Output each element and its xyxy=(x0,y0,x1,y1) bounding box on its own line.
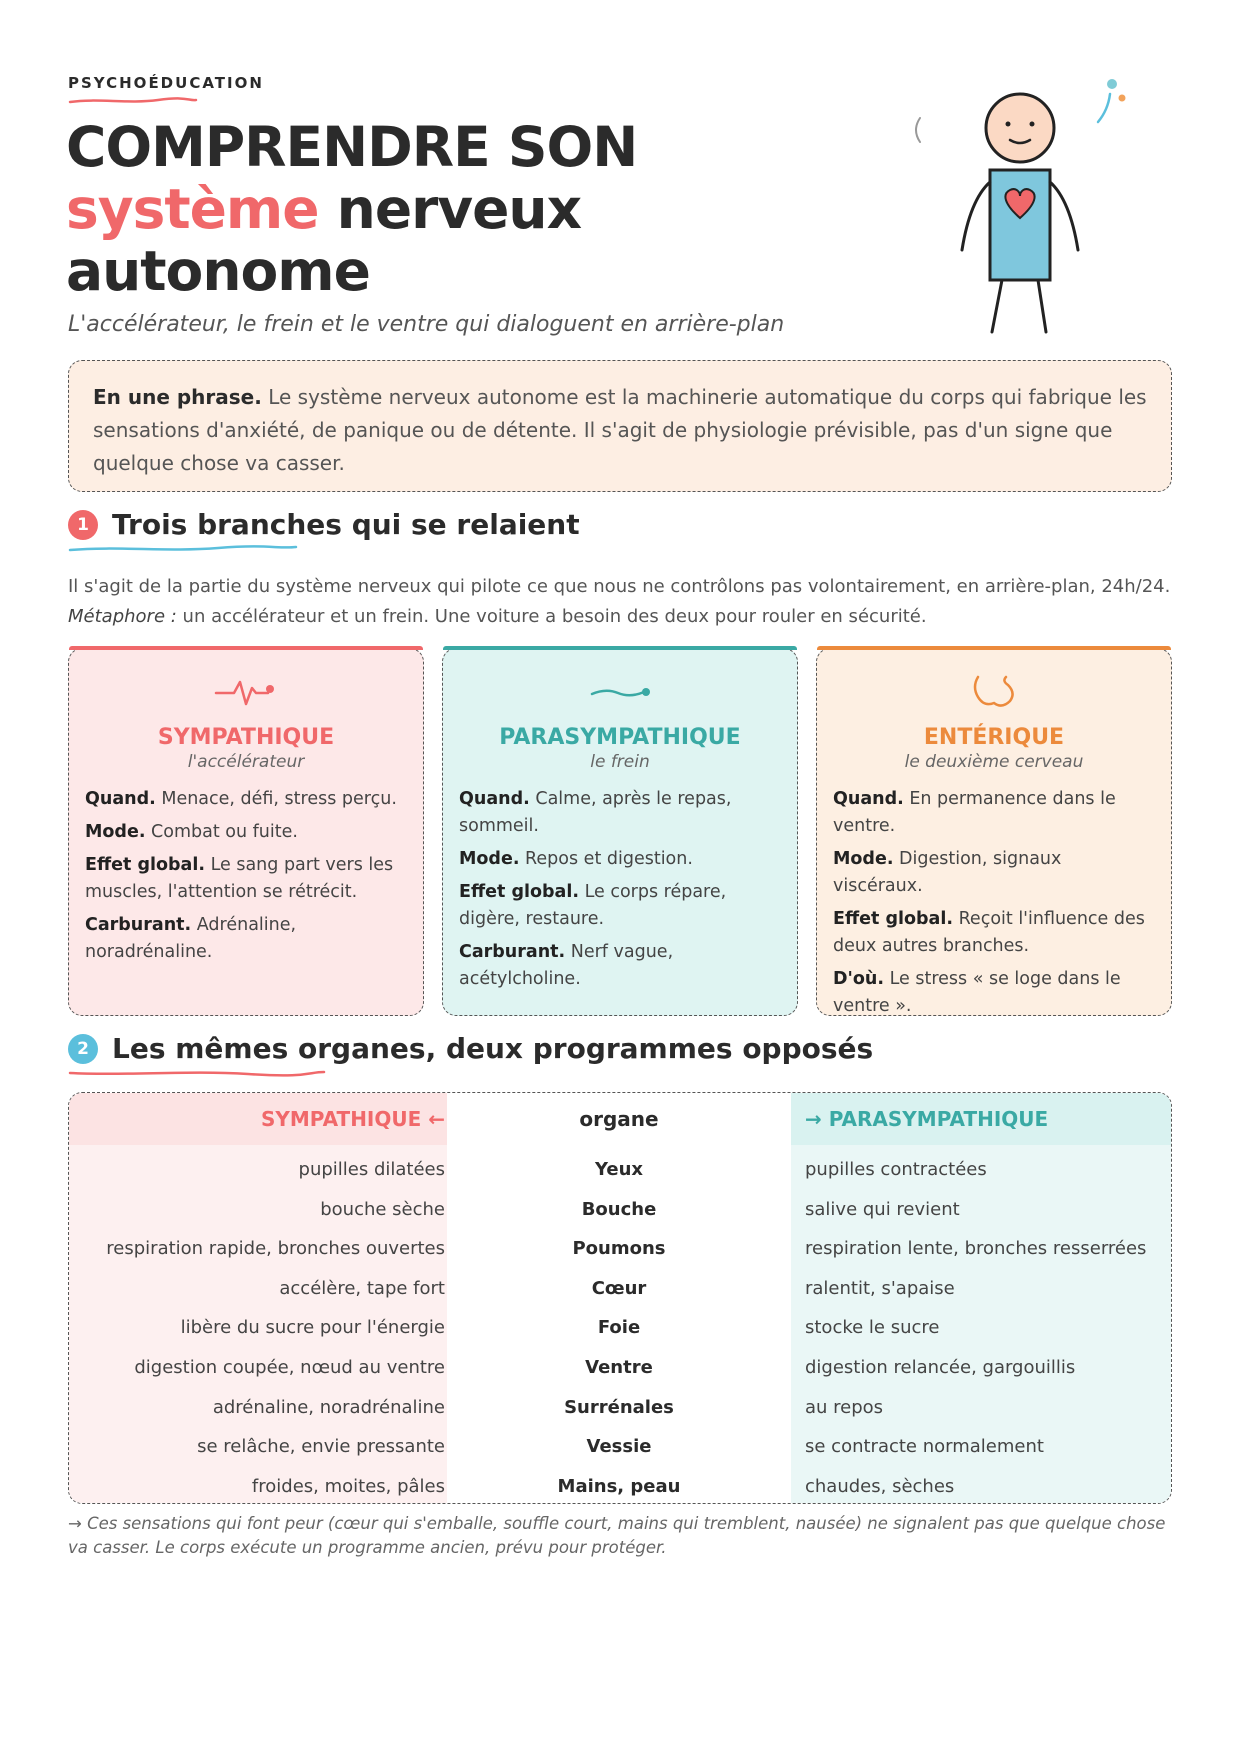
card-topbar xyxy=(443,646,797,650)
cell-parasympathique: digestion relancée, gargouillis xyxy=(805,1356,1076,1378)
cell-sympathique: bouche sèche xyxy=(320,1198,445,1220)
table-row xyxy=(69,1470,1171,1504)
cell-organe: Cœur xyxy=(591,1277,647,1299)
gut-icon xyxy=(833,669,1155,717)
cell-parasympathique: stocke le sucre xyxy=(805,1317,940,1339)
card-item-key: Carburant. xyxy=(85,915,192,935)
section-1-underline xyxy=(68,544,298,554)
card-item-value: Le corps répare, digère, restaure. xyxy=(459,882,727,929)
card-item-value: En permanence dans le ventre. xyxy=(833,789,1116,836)
cell-organe: Foie xyxy=(597,1317,641,1339)
table-row xyxy=(69,1232,1171,1272)
cell-parasympathique: ralentit, s'apaise xyxy=(805,1277,955,1299)
card-sympathique xyxy=(68,648,424,1016)
intro-text-b: un accélérateur et un frein. Une voiture a besoin des deux pour rouler en sécurité. xyxy=(176,606,927,627)
card-subtitle: le deuxième cerveau xyxy=(904,752,1084,772)
card-item-key: Quand. xyxy=(85,789,156,809)
table-row xyxy=(69,1351,1171,1391)
card-item-key: Quand. xyxy=(833,789,904,809)
title-line-2 xyxy=(66,178,786,240)
cell-parasympathique: pupilles contractées xyxy=(805,1159,987,1180)
cell-parasympathique: respiration lente, bronches resserrées xyxy=(805,1238,1147,1260)
section-1-title: Trois branches qui se relaient xyxy=(112,508,580,541)
page-title xyxy=(66,116,786,302)
card-item xyxy=(459,939,781,993)
card-item-key: Mode. xyxy=(459,849,520,869)
cell-sympathique: pupilles dilatées xyxy=(298,1159,445,1180)
cell-sympathique: digestion coupée, nœud au ventre xyxy=(134,1356,445,1378)
title-accent: système xyxy=(66,177,319,241)
card-item-value: Combat ou fuite. xyxy=(145,822,298,842)
cell-organe: Mains, peau xyxy=(557,1475,681,1497)
cell-organe: Bouche xyxy=(581,1198,657,1220)
card-item xyxy=(459,879,781,933)
table-row xyxy=(69,1193,1171,1233)
summary-lead: En une phrase. xyxy=(93,385,262,409)
kicker-label: PSYCHOÉDUCATION xyxy=(68,74,264,92)
section-2-title: Les mêmes organes, deux programmes opposés xyxy=(112,1032,874,1065)
section-1-intro xyxy=(68,572,1178,632)
cell-organe: Poumons xyxy=(572,1238,666,1260)
kicker-underline xyxy=(68,96,198,106)
card-title: SYMPATHIQUE xyxy=(157,725,335,750)
card-item-value: Nerf vague, acétylcholine. xyxy=(459,942,674,989)
cell-sympathique: libère du sucre pour l'énergie xyxy=(180,1317,445,1339)
table-row xyxy=(69,1311,1171,1351)
table-row xyxy=(69,1391,1171,1431)
intro-metaphor: Métaphore : xyxy=(68,606,177,627)
card-parasympathique xyxy=(442,648,798,1016)
card-item xyxy=(833,966,1155,1020)
card-item xyxy=(85,852,407,906)
card-item-value: Reçoit l'influence des deux autres branches. xyxy=(833,909,1145,956)
cell-parasympathique: au repos xyxy=(805,1396,884,1418)
calm-wave-icon xyxy=(459,669,781,717)
card-item xyxy=(833,846,1155,900)
card-title: ENTÉRIQUE xyxy=(923,725,1065,750)
cell-sympathique: accélère, tape fort xyxy=(279,1277,445,1299)
cell-parasympathique: se contracte normalement xyxy=(805,1436,1044,1458)
table-header-sympathique: SYMPATHIQUE ← xyxy=(261,1107,445,1131)
title-line-3: autonome xyxy=(66,239,370,303)
table-row xyxy=(69,1430,1171,1470)
person-heart-illustration xyxy=(900,70,1140,350)
cell-organe: Ventre xyxy=(585,1356,653,1378)
card-item xyxy=(85,912,407,966)
card-item-value: Le sang part vers les muscles, l'attention se rétrécit. xyxy=(85,855,394,902)
table-header-parasympathique: → PARASYMPATHIQUE xyxy=(805,1107,1049,1131)
section-2-heading xyxy=(68,1032,873,1065)
card-item-key: Carburant. xyxy=(459,942,566,962)
card-subtitle: l'accélérateur xyxy=(187,752,305,772)
card-item-value: Repos et digestion. xyxy=(519,849,693,869)
table-row xyxy=(69,1272,1171,1312)
table-body xyxy=(69,1153,1171,1504)
section-2-badge: 2 xyxy=(68,1034,98,1064)
cell-organe: Vessie xyxy=(586,1436,652,1458)
card-item-key: D'où. xyxy=(833,969,885,989)
card-item-value: Menace, défi, stress perçu. xyxy=(155,789,397,809)
title-rest: nerveux xyxy=(318,177,582,241)
card-item xyxy=(833,786,1155,840)
cell-parasympathique: chaudes, sèches xyxy=(805,1475,955,1497)
summary-box xyxy=(68,360,1172,492)
card-item-value: Le stress « se loge dans le ventre ». xyxy=(833,969,1121,1016)
cell-sympathique: adrénaline, noradrénaline xyxy=(212,1396,445,1418)
cell-sympathique: se relâche, envie pressante xyxy=(197,1436,445,1458)
heartbeat-icon xyxy=(85,669,407,717)
card-item-key: Mode. xyxy=(85,822,146,842)
table-row xyxy=(69,1153,1171,1193)
card-item xyxy=(85,819,407,846)
card-title: PARASYMPATHIQUE xyxy=(499,725,741,750)
card-topbar xyxy=(817,646,1171,650)
section-1-badge: 1 xyxy=(68,510,98,540)
section-2-underline xyxy=(68,1068,328,1078)
card-item-key: Quand. xyxy=(459,789,530,809)
card-topbar xyxy=(69,646,423,650)
cell-sympathique: froides, moites, pâles xyxy=(251,1475,445,1497)
card-item-key: Effet global. xyxy=(833,909,953,929)
card-enterique xyxy=(816,648,1172,1016)
card-item-value: Digestion, signaux viscéraux. xyxy=(833,849,1062,896)
card-item-value: Adrénaline, noradrénaline. xyxy=(85,915,297,962)
card-item xyxy=(459,846,781,873)
footnote: → Ces sensations qui font peur (cœur qui s'emballe, souffle court, mains qui tremblent, nausée) ne signalent pas que quelque chose va casser. Le corps exécute un programme ancien, prévu pour protéger. xyxy=(68,1514,1166,1557)
summary-text: Le système nerveux autonome est la machinerie automatique du corps qui fabrique les sensations d'anxiété, de panique ou de détente. Il s'agit de physiologie prévisible, pas d'un signe que quelque chose va casser. xyxy=(93,385,1147,475)
card-subtitle: le frein xyxy=(590,752,650,772)
organs-comparison-table xyxy=(68,1092,1172,1504)
cell-sympathique: respiration rapide, bronches ouvertes xyxy=(106,1238,445,1260)
cell-organe: Yeux xyxy=(594,1159,643,1180)
table-header-organe: organe xyxy=(579,1107,659,1131)
page-subtitle: L'accélérateur, le frein et le ventre qui dialoguent en arrière-plan xyxy=(68,312,785,337)
card-item-key: Effet global. xyxy=(459,882,579,902)
intro-text-a: Il s'agit de la partie du système nerveux qui pilote ce que nous ne contrôlons pas volontairement, en arrière-plan, 24h/24. xyxy=(68,576,1171,597)
section-1-heading xyxy=(68,508,580,541)
card-item xyxy=(85,786,407,813)
card-item-key: Effet global. xyxy=(85,855,205,875)
card-item xyxy=(459,786,781,840)
card-item-key: Mode. xyxy=(833,849,894,869)
title-line-1: COMPRENDRE SON xyxy=(66,115,638,179)
cell-parasympathique: salive qui revient xyxy=(805,1198,960,1220)
card-item-value: Calme, après le repas, sommeil. xyxy=(459,789,732,836)
cell-organe: Surrénales xyxy=(564,1396,674,1418)
card-item xyxy=(833,906,1155,960)
